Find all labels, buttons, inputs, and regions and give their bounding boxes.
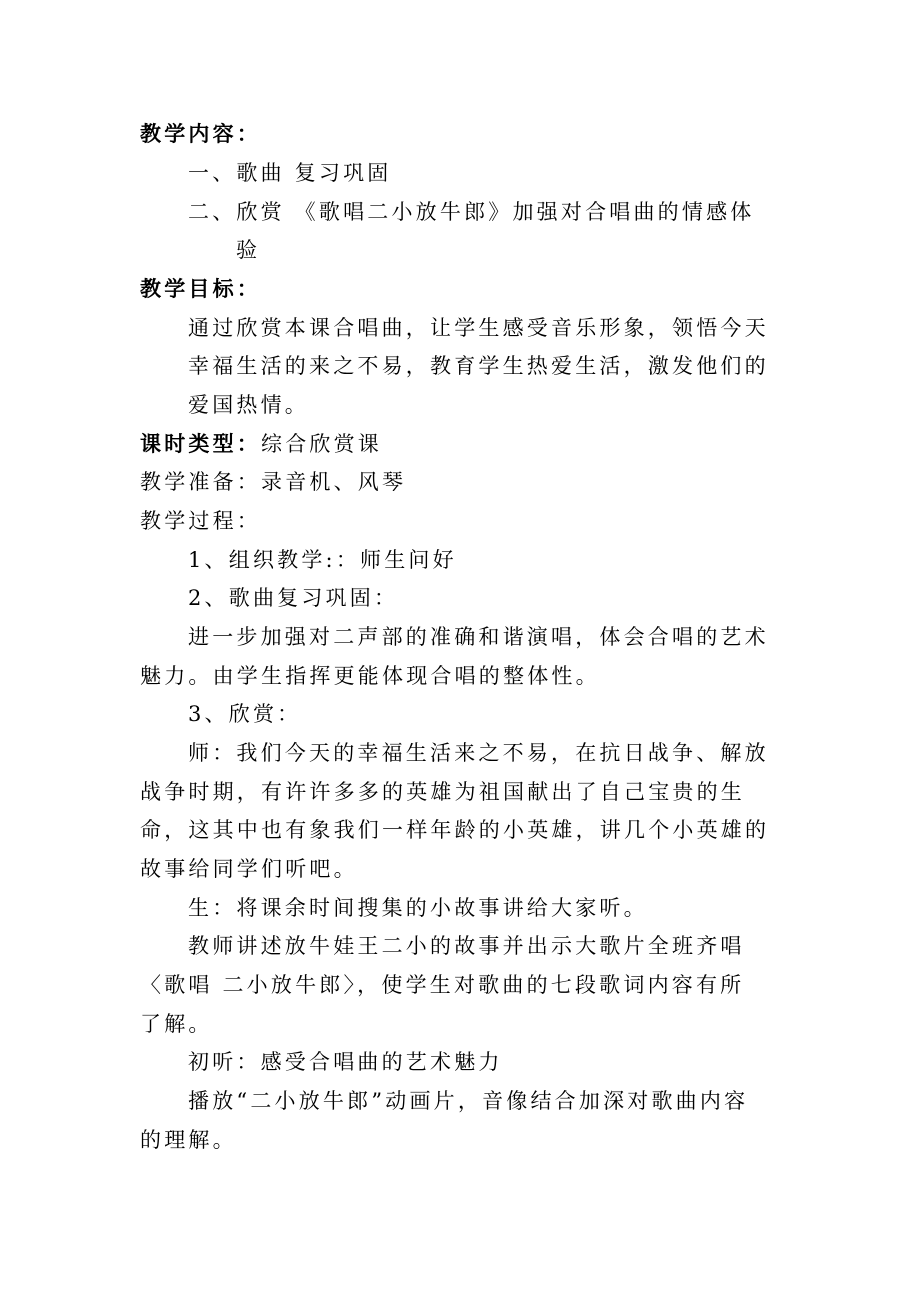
teaching-goals-heading: 教学目标： — [140, 276, 261, 301]
goals-line-3: 爱国热情。 — [188, 393, 309, 417]
student-paragraph: 生：将课余时间搜集的小故事讲给大家听。 — [188, 896, 648, 920]
play-paragraph-line-2: 的理解。 — [140, 1128, 237, 1152]
lesson-type-value: 综合欣赏课 — [261, 432, 382, 456]
step-2-paragraph-line-1: 进一步加强对二声部的准确和谐演唱，体会合唱的艺术 — [188, 625, 769, 649]
narration-line-2: 〈歌唱 二小放牛郎〉，使学生对歌曲的七段歌词内容有所 — [140, 973, 745, 997]
step-2-paragraph-line-2: 魅力。由学生指挥更能体现合唱的整体性。 — [140, 664, 600, 688]
teacher-paragraph-line-4: 故事给同学们听吧。 — [140, 857, 358, 881]
process-step-1: 1、组织教学:：师生问好 — [188, 548, 457, 572]
goals-line-2: 幸福生活的来之不易，教育学生热爱生活，激发他们的 — [188, 354, 769, 378]
content-item-2: 二、欣赏 《歌唱二小放牛郎》加强对合唱曲的情感体 — [188, 200, 755, 224]
goals-line-1: 通过欣赏本课合唱曲，让学生感受音乐形象，领悟今天 — [188, 316, 769, 340]
process-step-3: 3、欣赏： — [188, 702, 302, 726]
teacher-paragraph-line-1: 师：我们今天的幸福生活来之不易，在抗日战争、解放 — [188, 741, 769, 765]
content-item-2-continued: 验 — [236, 238, 261, 262]
teaching-preparation: 教学准备：录音机、风琴 — [140, 470, 407, 494]
narration-line-3: 了解。 — [140, 1012, 213, 1036]
first-listen: 初听：感受合唱曲的艺术魅力 — [188, 1050, 503, 1074]
teaching-content-heading: 教学内容： — [140, 121, 261, 146]
play-paragraph-line-1: 播放“二小放牛郎”动画片，音像结合加深对歌曲内容 — [188, 1089, 749, 1113]
teaching-process-heading: 教学过程： — [140, 509, 261, 533]
teacher-paragraph-line-3: 命，这其中也有象我们一样年龄的小英雄，讲几个小英雄的 — [140, 818, 770, 842]
lesson-type-label: 课时类型： — [140, 431, 261, 456]
process-step-2: 2、歌曲复习巩固： — [188, 586, 399, 610]
narration-line-1: 教师讲述放牛娃王二小的故事并出示大歌片全班齐唱 — [188, 934, 745, 958]
lesson-type — [140, 430, 382, 458]
teacher-paragraph-line-2: 战争时期，有许许多多的英雄为祖国献出了自己宝贵的生 — [140, 780, 745, 804]
content-item-1: 一、歌曲 复习巩固 — [188, 161, 392, 185]
